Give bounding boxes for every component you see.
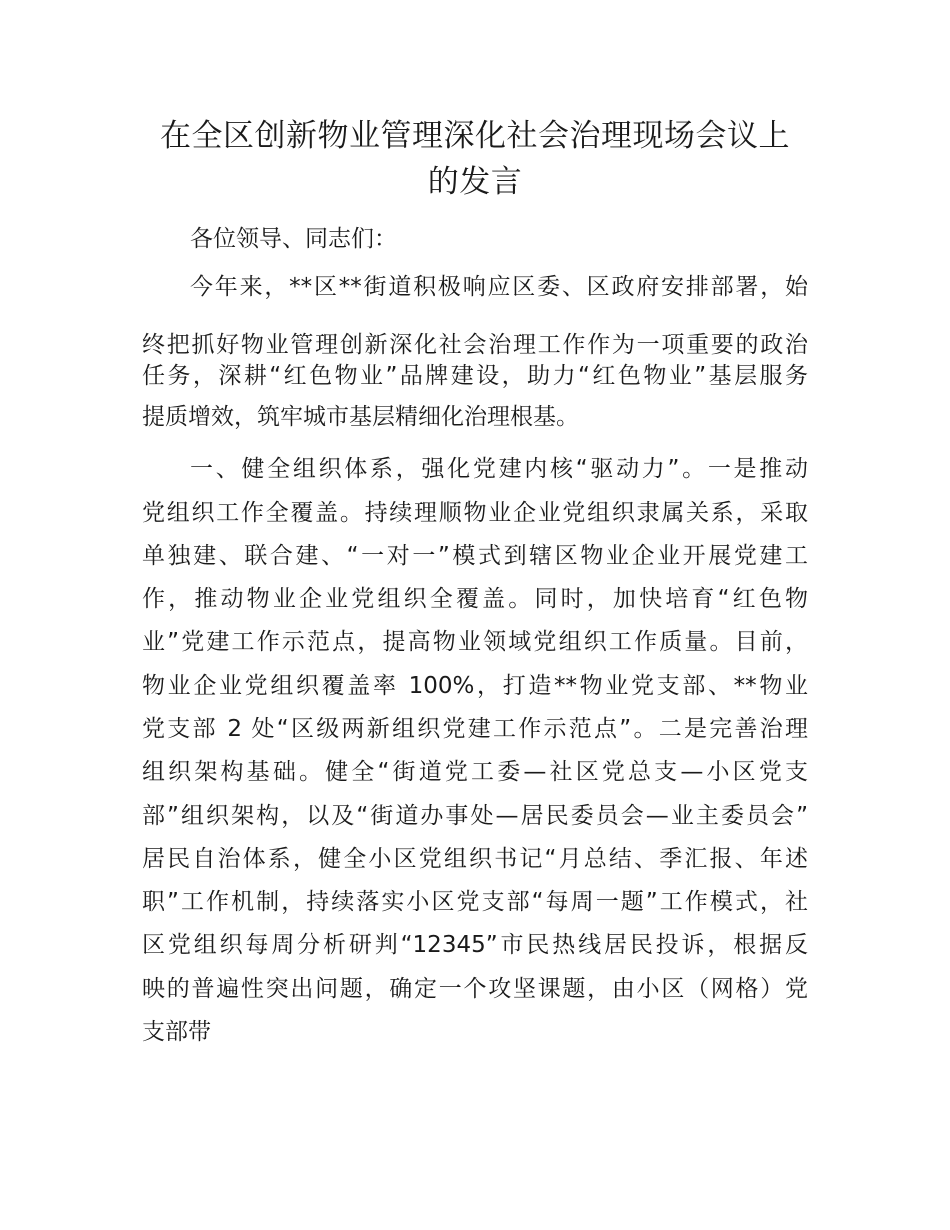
paragraph-1-line: 今年来，**区**街道积极响应区委、区政府安排部署，始 xyxy=(190,274,808,300)
paragraph-2-line: 居民自治体系，健全小区党组织书记“月总结、季汇报、年述 xyxy=(142,846,808,872)
salutation: 各位领导、同志们： xyxy=(190,226,397,252)
paragraph-2-line: 支部带 xyxy=(142,1019,211,1045)
paragraph-2-line: 一、健全组织体系，强化党建内核“驱动力”。一是推动 xyxy=(190,456,808,482)
paragraph-2-line: 物业企业党组织覆盖率 100%，打造**物业党支部、**物业 xyxy=(142,673,808,699)
paragraph-2-line: 部”组织架构，以及“街道办事处—居民委员会—业主委员会” xyxy=(142,803,808,829)
document-title xyxy=(140,113,810,205)
title-line-2: 的发言 xyxy=(427,164,523,200)
paragraph-1-line: 任务，深耕“红色物业”品牌建设，助力“红色物业”基层服务 xyxy=(142,363,808,389)
paragraph-1-line: 终把抓好物业管理创新深化社会治理工作作为一项重要的政治 xyxy=(142,332,808,358)
paragraph-1-line: 提质增效，筑牢城市基层精细化治理根基。 xyxy=(142,404,579,430)
paragraph-2-line: 区党组织每周分析研判“12345”市民热线居民投诉，根据反 xyxy=(142,932,808,958)
title-line-1: 在全区创新物业管理深化社会治理现场会议上 xyxy=(160,118,790,154)
paragraph-2-line: 作，推动物业企业党组织全覆盖。同时，加快培育“红色物 xyxy=(142,586,808,612)
paragraph-2-line: 映的普遍性突出问题，确定一个攻坚课题，由小区（网格）党 xyxy=(142,976,808,1002)
paragraph-2-line: 党组织工作全覆盖。持续理顺物业企业党组织隶属关系，采取 xyxy=(142,500,808,526)
paragraph-2-line: 业”党建工作示范点，提高物业领域党组织工作质量。目前， xyxy=(142,629,808,655)
paragraph-2-line: 单独建、联合建、“一对一”模式到辖区物业企业开展党建工 xyxy=(142,543,808,569)
paragraph-2-line: 组织架构基础。健全“街道党工委—社区党总支—小区党支 xyxy=(142,759,808,785)
paragraph-2-line: 职”工作机制，持续落实小区党支部“每周一题”工作模式，社 xyxy=(142,889,808,915)
paragraph-2-line: 党支部 2 处“区级两新组织党建工作示范点”。二是完善治理 xyxy=(142,716,808,742)
